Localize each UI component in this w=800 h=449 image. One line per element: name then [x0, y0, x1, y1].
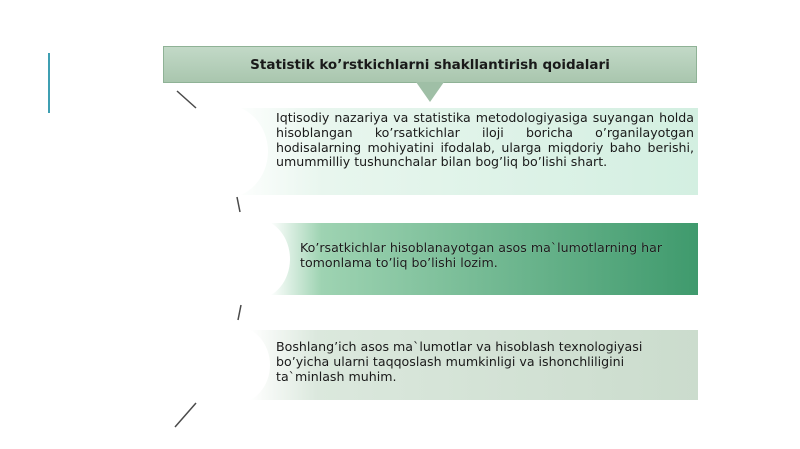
page-title: Statistik ko’rstkichlarni shakllantirish qoidalari [250, 56, 610, 73]
rule-box-1 [230, 108, 698, 195]
arc-tick-2 [237, 197, 240, 212]
rule-box-3 [250, 330, 698, 400]
rule-text-2: Ko’rsatkichlar hisoblanayotgan asos ma`lumotlarning har tomonlama to’liq bo’lishi lozim. [300, 240, 663, 270]
arc-tick-3 [238, 305, 241, 320]
rule-box-2 [270, 223, 698, 295]
down-arrow-icon [416, 82, 444, 102]
arc-tick-4 [175, 403, 196, 427]
accent-line [48, 53, 50, 113]
circle-cutout-2 [222, 219, 290, 299]
circle-cutout-3 [200, 326, 270, 404]
circle-cutout-1 [178, 104, 268, 199]
rule-text-1: Iqtisodiy nazariya va statistika metodologiyasiga suyangan holda hisoblangan ko’rsatkichlar iloji boricha o’rganilayotgan hodisalarning mohiyatini ifodalab, ularga miqdoriy baho berishi, umummilliy tushunchalar bilan bog’liq bo’lishi shart. [276, 110, 694, 170]
rule-text-3: Boshlang’ich asos ma`lumotlar va hisoblash texnologiyasi bo’yicha ularni taqqoslash mumkinligi va ishonchliligini ta`minlash muhim. [276, 339, 643, 384]
title-bar [163, 46, 697, 83]
arc-tick-1 [177, 91, 196, 108]
